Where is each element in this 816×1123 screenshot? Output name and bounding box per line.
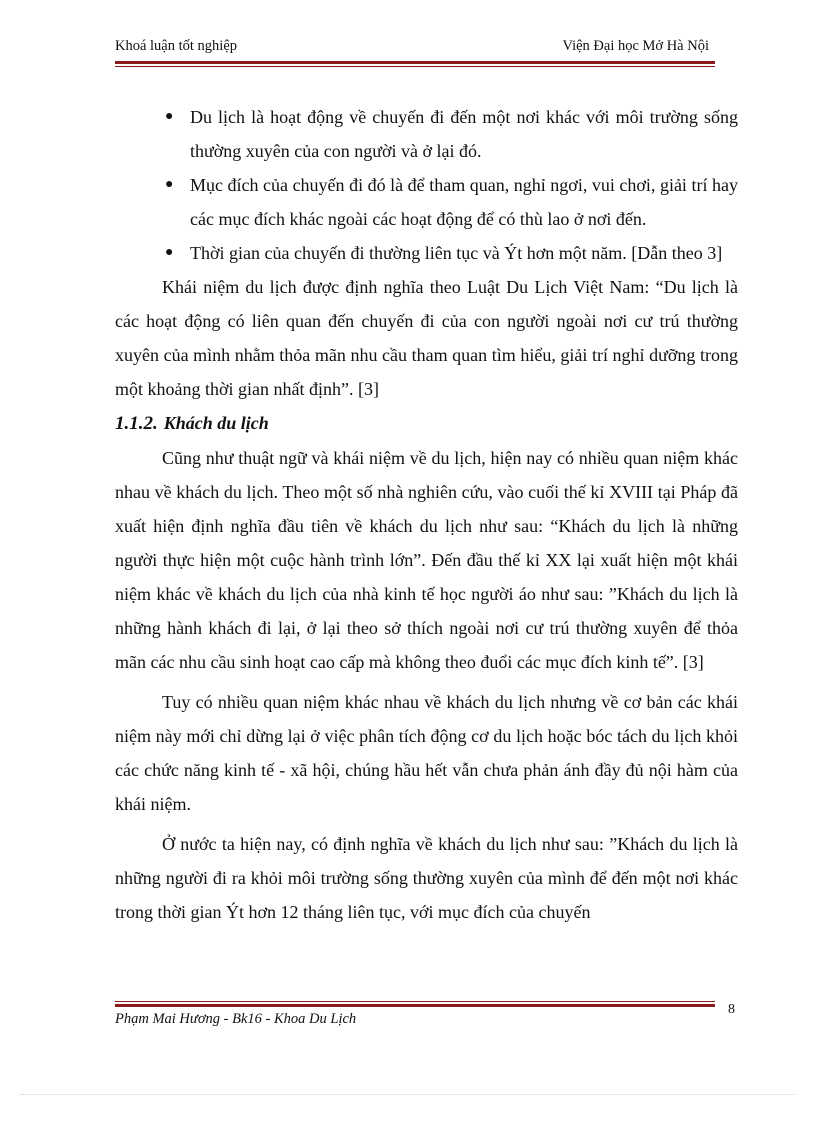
bullet-item: ● Mục đích của chuyến đi đó là để tham quan, nghỉ ngơi, vui chơi, giải trí hay các mục đích khác ngoài các hoạt động để có thù lao ở nơi đến.	[115, 168, 738, 236]
bullet-item: ● Du lịch là hoạt động về chuyến đi đến một nơi khác với môi trường sống thường xuyên của con người và ở lại đó.	[115, 100, 738, 168]
page-header	[115, 38, 715, 58]
paragraph-analysis: Tuy có nhiều quan niệm khác nhau về khách du lịch nhưng về cơ bản các khái niệm này mới chỉ dừng lại ở việc phân tích động cơ du lịch hoặc bóc tách du lịch khỏi các chức năng kinh tế - xã hội, chúng hầu hết vẫn chưa phản ánh đầy đủ nội hàm của khái niệm.	[115, 692, 738, 814]
header-institution: Viện Đại học Mở Hà Nội	[562, 38, 709, 54]
footer-rule-thick	[115, 1004, 715, 1007]
section-number: 1.1.2.	[115, 413, 158, 434]
section-title: Khách du lịch	[163, 413, 269, 433]
bullet-icon: ●	[165, 177, 174, 192]
paragraph-vietnam-definition: Ở nước ta hiện nay, có định nghĩa về khách du lịch như sau: ”Khách du lịch là những người đi ra khỏi môi trường sống thường xuyên của mình để đến một nơi khác trong thời gian Ýt hơn 12 tháng liên tục, với mục đích của chuyến	[115, 834, 738, 922]
footer-rule-thin	[115, 1001, 715, 1002]
page-number: 8	[728, 1002, 735, 1017]
bullet-item: ● Thời gian của chuyến đi thường liên tục và Ýt hơn một năm. [Dẫn theo 3]	[115, 236, 738, 270]
header-thesis-label: Khoá luận tốt nghiệp	[115, 38, 238, 54]
bullet-icon: ●	[165, 245, 174, 260]
paragraph-definition-law: Khái niệm du lịch được định nghĩa theo Luật Du Lịch Việt Nam: “Du lịch là các hoạt động có liên quan đến chuyến đi của con người ngoài nơi cư trú thường xuyên của mình nhằm thỏa mãn nhu cầu tham quan tìm hiểu, giải trí nghỉ dưỡng trong một khoảng thời gian nhất định”. [3]	[115, 277, 738, 399]
section-heading	[115, 406, 738, 441]
header-rule-thick	[115, 61, 715, 64]
footer-author: Phạm Mai Hương - Bk16 - Khoa Du Lịch	[115, 1011, 357, 1027]
paragraph-history: Cũng như thuật ngữ và khái niệm về du lịch, hiện nay có nhiều quan niệm khác nhau về khách du lịch. Theo một số nhà nghiên cứu, vào cuối thế kỉ XVIII tại Pháp đã xuất hiện định nghĩa đầu tiên về khách du lịch như sau: “Khách du lịch là những người thực hiện một cuộc hành trình lớn”. Đến đầu thế kỉ XX lại xuất hiện một khái niệm khác về khách du lịch của nhà kinh tế học người áo như sau: ”Khách du lịch là những hành khách đi lại, ở lại theo sở thích ngoài nơi cư trú thường xuyên để thỏa mãn các nhu cầu sinh hoạt cao cấp mà không theo đuổi các mục đích kinh tế”. [3]	[115, 448, 738, 672]
page-bottom-border	[20, 1094, 796, 1095]
page-body	[115, 100, 738, 929]
bullet-icon: ●	[165, 109, 174, 124]
header-rule-thin	[115, 66, 715, 67]
